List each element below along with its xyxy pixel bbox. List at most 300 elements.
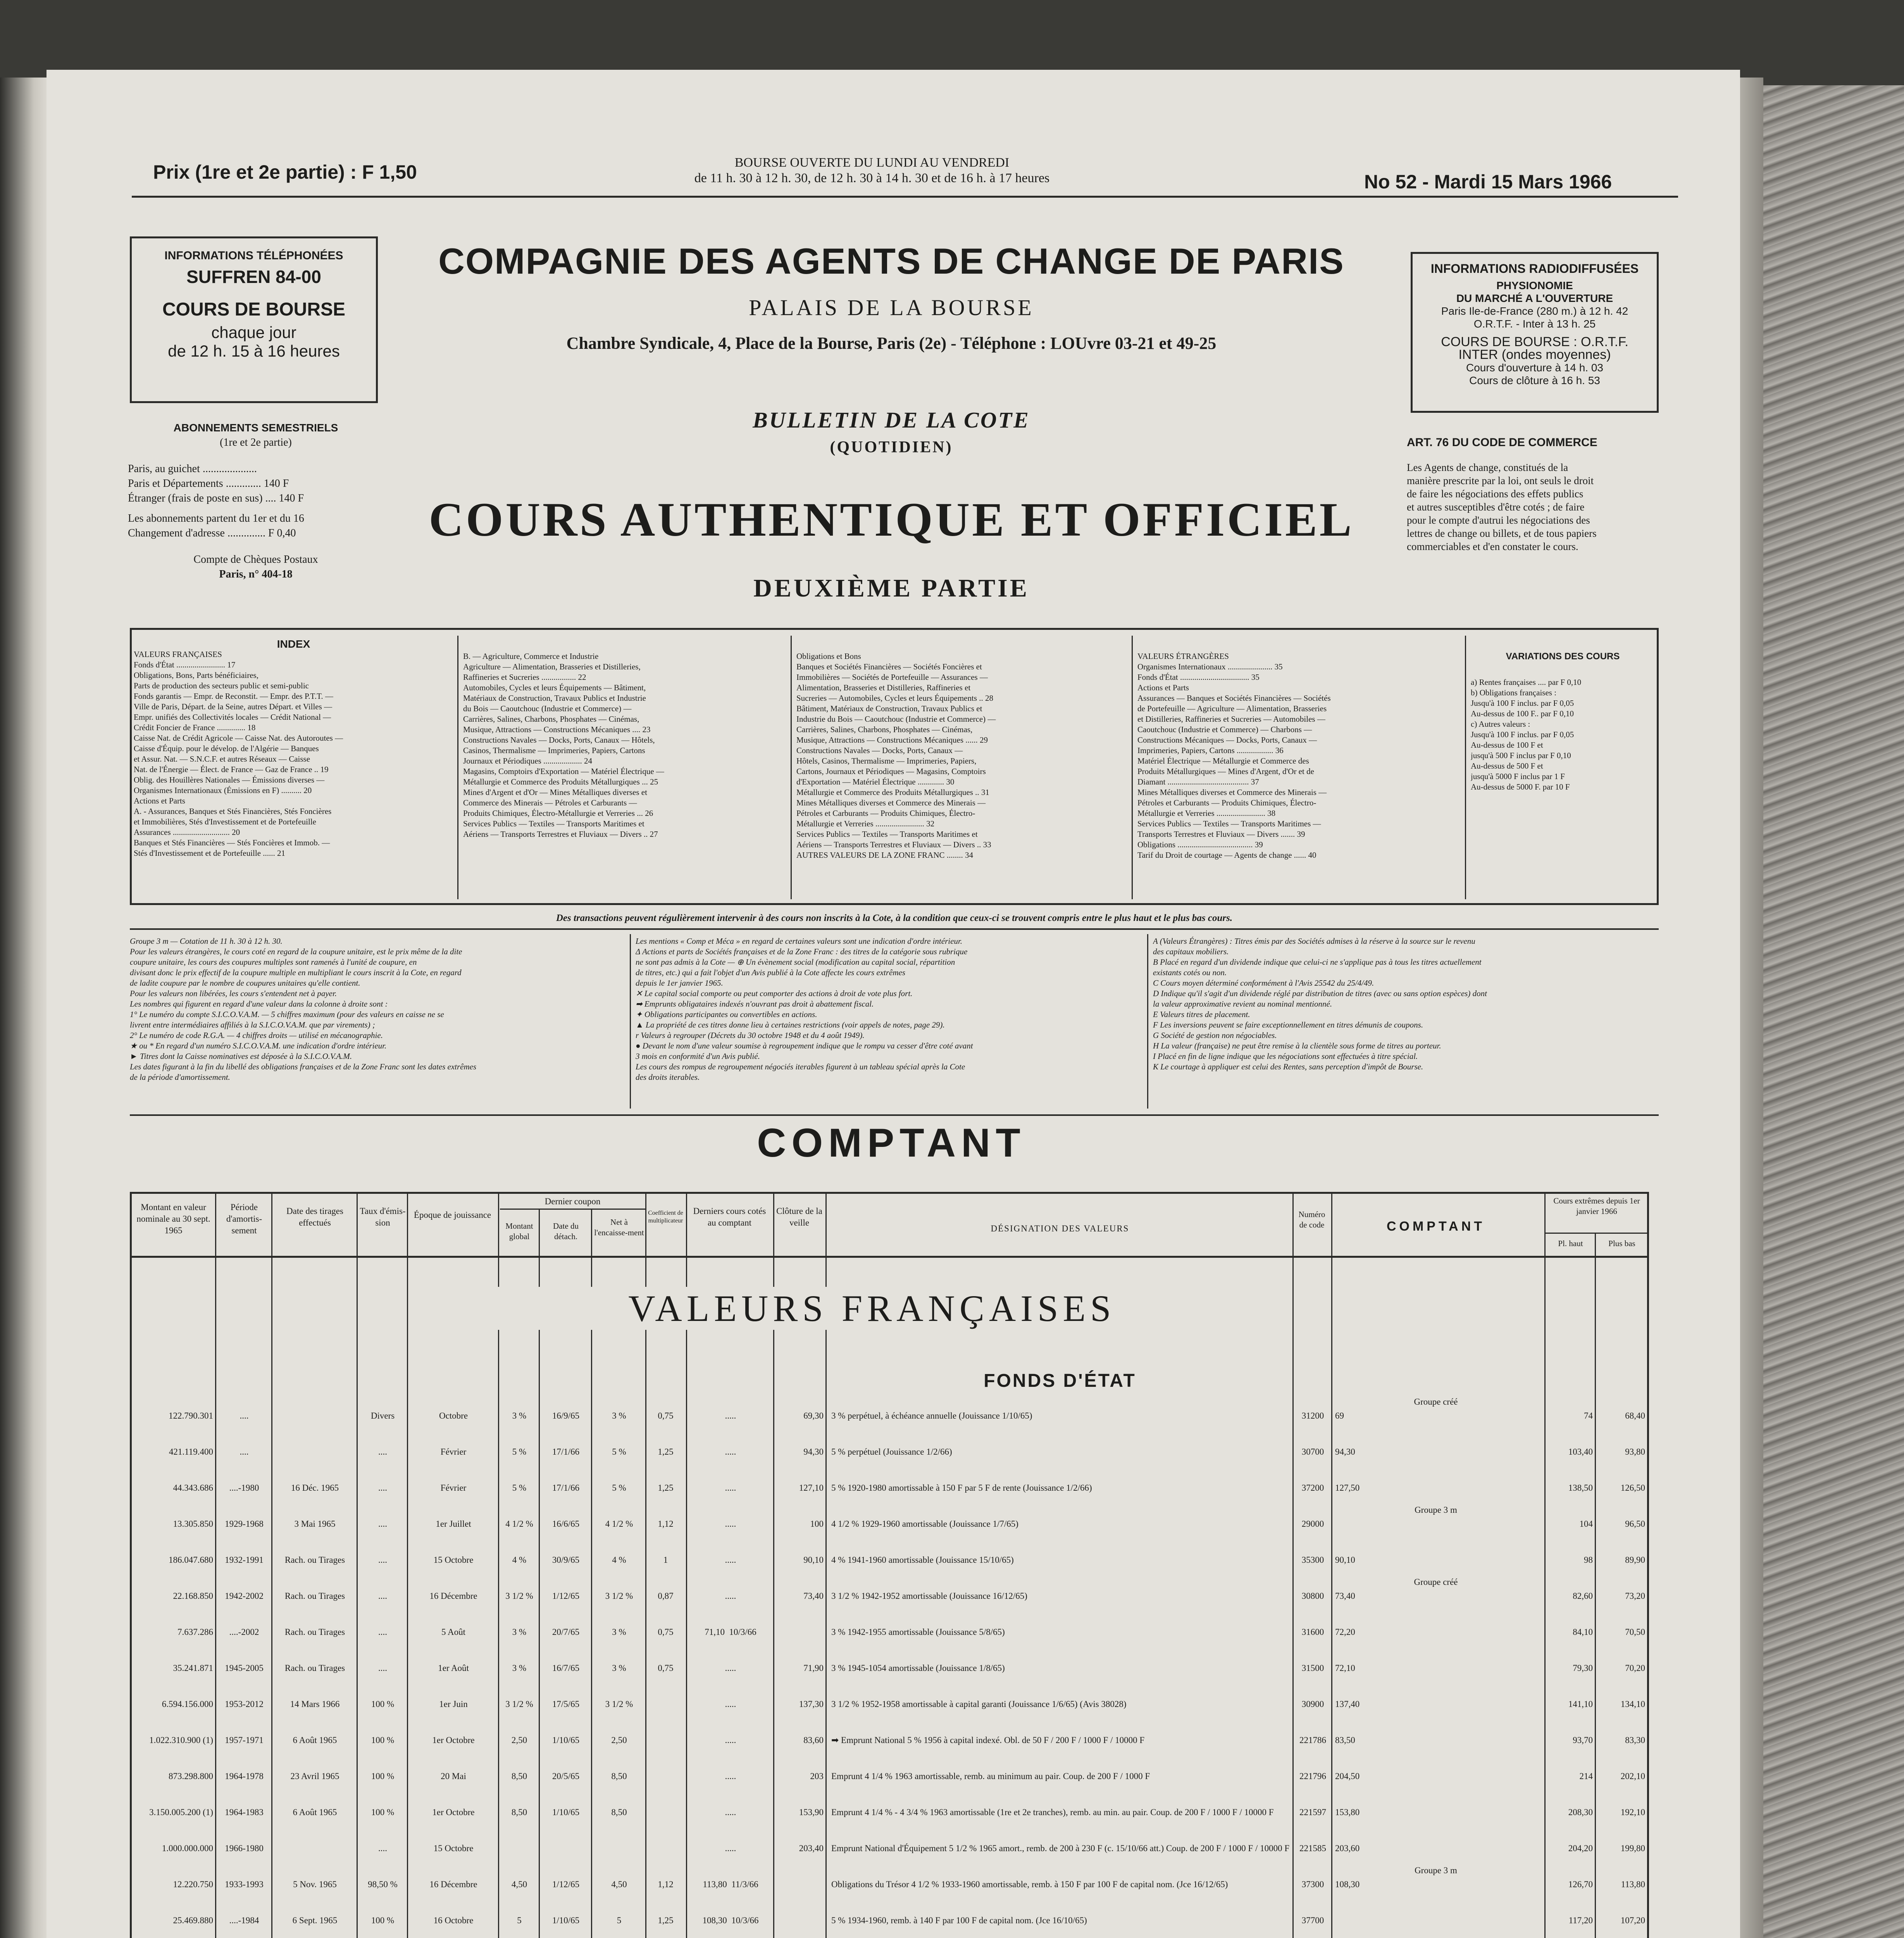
cell-net: 8,50 xyxy=(611,1771,627,1781)
cell-taux: .... xyxy=(378,1591,387,1601)
index-col4-line: Matériel Électrique — Métallurgie et Commerce des xyxy=(1137,756,1309,766)
cell-code: 31600 xyxy=(1301,1627,1324,1637)
index-col5-line: Au-dessus de 5000 F. par 10 F xyxy=(1471,782,1570,791)
cell-montant: 3.150.005.200 (1) xyxy=(149,1807,213,1817)
index-col4-line: Tarif du Droit de courtage — Agents de change ...... 40 xyxy=(1137,850,1316,860)
cell-taux: .... xyxy=(378,1555,387,1565)
fonds-detat-title: FONDS D'ÉTAT xyxy=(984,1371,1136,1391)
index-col3-line: d'Exportation — Matériel Électrique ............. 30 xyxy=(796,777,955,786)
index-col1-line: VALEURS FRANÇAISES xyxy=(134,650,222,659)
index-col2-line: Mines d'Argent et d'Or — Mines Métalliques diverses et xyxy=(463,788,647,797)
index-col2-line: Constructions Navales — Docks, Ports, Canaux — Hôtels, xyxy=(463,735,655,745)
notes-left-line: ★ ou * En regard d'un numéro S.I.C.O.V.A.M. une indication d'ordre intérieur. xyxy=(130,1041,387,1050)
cell-designation: Emprunt 4 1/4 % - 4 3/4 % 1963 amortissable (1re et 2e tranches), remb. au min. au pair. Coup. de 200 F / 1000 F / 10000 F xyxy=(831,1807,1274,1817)
sub-line-3: Les abonnements partent du 1er et du 16 xyxy=(128,512,304,524)
cell-tirages: 14 Mars 1966 xyxy=(290,1699,340,1709)
notes-right-line: C Cours moyen déterminé conformément à l'Avis 25542 du 25/4/49. xyxy=(1153,978,1374,988)
cell-montant: 25.469.880 xyxy=(173,1916,213,1925)
cell-derniers: 113,80 11/3/66 xyxy=(703,1879,758,1889)
cell-derniers: ..... xyxy=(725,1591,736,1601)
notes-right-line: A (Valeurs Étrangères) : Titres émis par des Sociétés admises à la réserve à la source sur le revenu xyxy=(1153,936,1475,946)
cell-tirages: Rach. ou Tirages xyxy=(284,1591,345,1601)
cell-periode: 1933-1993 xyxy=(225,1879,264,1889)
index-col5-line: jusqu'à 5000 F inclus par 1 F xyxy=(1471,772,1565,781)
cell-periode: 1932-1991 xyxy=(225,1555,264,1565)
cell-coef: 0,87 xyxy=(658,1591,674,1601)
cell-bas: 73,20 xyxy=(1625,1591,1645,1601)
cell-periode: ....-1984 xyxy=(229,1916,259,1925)
cell-tirages: 6 Août 1965 xyxy=(293,1807,337,1817)
index-col4-line: Diamant ........................................ 37 xyxy=(1137,777,1259,786)
col-sep xyxy=(407,1192,408,1938)
cell-net: 5 % xyxy=(612,1483,626,1493)
notes-sep-1 xyxy=(630,934,631,1109)
cell-periode: 1953-2012 xyxy=(225,1699,264,1709)
header-net-encaissement: Net à l'encaisse-ment xyxy=(594,1217,644,1237)
notes-right-line: des capitaux mobiliers. xyxy=(1153,947,1229,956)
cell-bas: 202,10 xyxy=(1620,1771,1645,1781)
art76-block xyxy=(1407,436,1663,553)
cell-coupon: 3 % xyxy=(512,1627,527,1637)
header-cours-extremes: Cours extrêmes depuis 1er janvier 1966 xyxy=(1553,1196,1640,1216)
cell-code: 221786 xyxy=(1299,1735,1326,1745)
cell-montant: 44.343.686 xyxy=(173,1483,213,1493)
header-comptant: COMPTANT xyxy=(1386,1219,1485,1234)
index-col4-line: Assurances — Banques et Sociétés Financières — Sociétés xyxy=(1137,693,1331,703)
index-col4-line: de Portefeuille — Agriculture — Alimentation, Brasseries xyxy=(1137,704,1327,713)
index-col3-line: Hôtels, Casinos, Thermalisme — Imprimeries, Papiers, xyxy=(796,756,977,766)
cell-haut: 103,40 xyxy=(1568,1447,1593,1457)
index-col4-line: Imprimeries, Papiers, Cartons .................. 36 xyxy=(1137,746,1284,755)
cell-haut: 208,30 xyxy=(1568,1807,1593,1817)
bourse-line-2: de 11 h. 30 à 12 h. 30, de 12 h. 30 à 14 h. 30 et de 16 h. à 17 heures xyxy=(694,171,1050,185)
cell-taux: 100 % xyxy=(371,1699,395,1709)
cell-montant: 6.594.156.000 xyxy=(162,1699,213,1709)
cell-bas: 126,50 xyxy=(1620,1483,1645,1493)
index-col3-line: Musique, Attractions — Constructions Mécaniques ...... 29 xyxy=(796,735,988,745)
notes-left-line: Groupe 3 m — Cotation de 11 h. 30 à 12 h. 30. xyxy=(130,936,283,946)
index-sep-2 xyxy=(791,636,792,899)
cell-comptant: 69 xyxy=(1335,1411,1344,1421)
index-col4-line: et Distilleries, Raffineries et Sucreries — Automobiles — xyxy=(1137,714,1325,724)
cell-code: 31200 xyxy=(1301,1411,1324,1421)
sub-line-1: Paris et Départements ............. 140 F xyxy=(128,478,289,490)
cell-epoque: 1er Août xyxy=(438,1663,469,1673)
index-col3-line: Métallurgie et Commerce des Produits Métallurgiques .. 31 xyxy=(796,788,989,797)
cell-cloture: 83,60 xyxy=(803,1735,824,1745)
header-periode: Période d'amortis-sement xyxy=(226,1202,262,1235)
cell-cloture: 127,10 xyxy=(799,1483,824,1493)
cell-taux: .... xyxy=(378,1663,387,1673)
cell-code: 30700 xyxy=(1301,1447,1324,1457)
cell-haut: 204,20 xyxy=(1568,1843,1593,1853)
index-col3-line: Sucreries — Automobiles, Cycles et leurs Équipements .. 28 xyxy=(796,693,993,703)
radio-line3: Paris Ile-de-France (280 m.) à 12 h. 42 xyxy=(1441,305,1628,317)
notes-left-line: Pour les valeurs étrangères, le cours coté en regard de la coupure unitaire, est le prix même de la dite xyxy=(130,947,462,956)
header-cloture: Clôture de la veille xyxy=(776,1206,822,1228)
cell-date: 20/5/65 xyxy=(552,1771,580,1781)
cell-net: 3 % xyxy=(612,1411,626,1421)
index-col2-line: Musique, Attractions — Constructions Mécaniques .... 23 xyxy=(463,725,651,734)
index-col3-line: Carrières, Salines, Charbons, Phosphates — Cinémas, xyxy=(796,725,973,734)
header-code: Numéro de code xyxy=(1298,1210,1325,1229)
notes-sep-2 xyxy=(1147,934,1148,1109)
index-col5-line: c) Autres valeurs : xyxy=(1471,719,1530,729)
index-col2-line: Carrières, Salines, Charbons, Phosphates — Cinémas, xyxy=(463,714,639,724)
cell-bas: 70,50 xyxy=(1625,1627,1645,1637)
header-taux: Taux d'émis-sion xyxy=(360,1206,406,1228)
notes-middle-line: de titres, etc.) qui a fait l'objet d'un Avis publié à la Cote affecte les cours extrêmes xyxy=(636,968,906,977)
cell-tirages: 6 Août 1965 xyxy=(293,1735,337,1745)
cell-epoque: Octobre xyxy=(439,1411,468,1421)
notes-left-line: divisant donc le prix effectif de la coupure multiple en multipliant le cours inscrit à la Cote, en regard xyxy=(130,968,462,977)
index-col4-line: Caoutchouc (Industrie et Commerce) — Charbons — xyxy=(1137,725,1312,734)
cell-date: 1/12/65 xyxy=(552,1879,580,1889)
notes-left-line: Pour les valeurs non libérées, les cours s'entendent net à payer. xyxy=(130,989,337,998)
cell-coupon: 8,50 xyxy=(511,1771,527,1781)
cell-derniers: ..... xyxy=(725,1843,736,1853)
cell-montant: 12.220.750 xyxy=(173,1879,213,1889)
cell-derniers: 71,10 10/3/66 xyxy=(705,1627,756,1637)
cell-epoque: 16 Décembre xyxy=(429,1879,477,1889)
cell-haut: 104 xyxy=(1579,1519,1593,1529)
extremes-subrule xyxy=(1544,1233,1649,1234)
cell-code: 30800 xyxy=(1301,1591,1324,1601)
index-col1-line: A. - Assurances, Banques et Stés Financières, Stés Foncières xyxy=(134,807,332,816)
index-col1-line: Stés d'Investissement et de Portefeuille ...... 21 xyxy=(134,848,286,858)
cell-coupon: 3 1/2 % xyxy=(505,1591,533,1601)
cell-comptant: 73,40 xyxy=(1335,1591,1355,1601)
index-col2-line: du Bois — Caoutchouc (Industrie et Commerce) — xyxy=(463,704,632,713)
cell-date: 17/1/66 xyxy=(552,1447,580,1457)
cell-coef: 1,12 xyxy=(658,1879,674,1889)
notes-middle-line: ✕ Le capital social comporte ou peut comporter des actions à droit de vote plus fort. xyxy=(636,989,913,998)
notes-left-line: livrent entre intermédiaires affiliés à la S.I.C.O.V.A.M. que par virements) ; xyxy=(130,1020,375,1029)
index-sep-4 xyxy=(1465,636,1466,899)
index-col1-line: Empr. unifiés des Collectivités locales — Crédit National — xyxy=(134,712,331,722)
radio-box-title: INFORMATIONS RADIODIFFUSÉES xyxy=(1430,262,1639,276)
cell-coupon: 8,50 xyxy=(511,1807,527,1817)
notes-right-line: I Placé en fin de ligne indique que les négociations sont effectuées à titre spécial. xyxy=(1153,1052,1418,1061)
notes-middle-line: ➡ Emprunts obligataires indexés n'ouvrant pas droit à abattement fiscal. xyxy=(636,999,874,1009)
bulletin-title: BULLETIN DE LA COTE xyxy=(753,407,1030,433)
cell-designation: 3 % 1945-1054 amortissable (Jouissance 1/8/65) xyxy=(831,1663,1005,1673)
index-sep-3 xyxy=(1132,636,1133,899)
cell-epoque: Février xyxy=(440,1483,467,1493)
index-col4-line: Mines Métalliques diverses et Commerce des Minerais — xyxy=(1137,788,1327,797)
cell-net: 5 xyxy=(617,1916,622,1925)
index-col2-line: Aériens — Transports Terrestres et Fluviaux — Divers .. 27 xyxy=(463,829,658,839)
notes-left-line: coupure unitaire, les cours des coupures multiples sont ramenés à l'unité de coupure, en xyxy=(130,957,417,967)
cell-designation: 5 % perpétuel (Jouissance 1/2/66) xyxy=(831,1447,952,1457)
notes-left-line: Les nombres qui figurent en regard d'une valeur dans la colonne à droite sont : xyxy=(130,999,388,1009)
col-sep xyxy=(1292,1192,1294,1938)
cell-haut: 74 xyxy=(1584,1411,1593,1421)
index-col5-line: Au-dessus de 100 F et xyxy=(1471,740,1543,750)
cell-code: 30900 xyxy=(1301,1699,1324,1709)
index-col2-line: Agriculture — Alimentation, Brasseries et Distilleries, xyxy=(463,662,641,671)
cell-net: 5 % xyxy=(612,1447,626,1457)
cell-coef: 0,75 xyxy=(658,1411,674,1421)
index-col5-line: Jusqu'à 100 F inclus. par F 0,05 xyxy=(1471,730,1574,739)
cell-taux: .... xyxy=(378,1519,387,1529)
index-col2-line: Automobiles, Cycles et leurs Équipements — Bâtiment, xyxy=(463,683,646,692)
cell-date: 1/10/65 xyxy=(552,1735,580,1745)
notes-left-line: de la période d'amortissement. xyxy=(130,1072,230,1082)
partie-title: DEUXIÈME PARTIE xyxy=(753,574,1029,602)
cell-derniers: ..... xyxy=(725,1483,736,1493)
cell-designation: 5 % 1920-1980 amortissable à 150 F par 5 F de rente (Jouissance 1/2/66) xyxy=(831,1483,1092,1493)
cell-coupon: 5 xyxy=(517,1916,522,1925)
subscriptions-subtitle: (1re et 2e partie) xyxy=(220,436,292,448)
index-col1-line: Parts de production des secteurs public et semi-public xyxy=(134,681,309,690)
cell-net: 3 % xyxy=(612,1663,626,1673)
index-col5-line: b) Obligations françaises : xyxy=(1471,688,1557,697)
subscriptions-block xyxy=(128,421,384,582)
index-col1-line: Crédit Foncier de France .............. 18 xyxy=(134,723,256,732)
cell-tirages: Rach. ou Tirages xyxy=(284,1627,345,1637)
cell-epoque: 16 Octobre xyxy=(433,1916,474,1925)
notes-right-line: existants cotés ou non. xyxy=(1153,968,1227,977)
cell-coef: 1 xyxy=(663,1555,668,1565)
index-col3-line: Constructions Navales — Docks, Ports, Canaux — xyxy=(796,746,963,755)
radio-info-box xyxy=(1411,252,1659,413)
notes-middle-line: ne sont pas admis à la Cote — ⊕ Un évènement social (modification au capital social, répartition xyxy=(636,957,955,967)
cell-cloture: 153,90 xyxy=(799,1807,824,1817)
phone-box-line2: de 12 h. 15 à 16 heures xyxy=(168,342,340,360)
index-col1-line: Organismes Internationaux (Émissions en F) .......... 20 xyxy=(134,786,312,795)
cell-epoque: 5 Août xyxy=(441,1627,465,1637)
index-col5-line: Jusqu'à 100 F inclus. par F 0,05 xyxy=(1471,698,1574,708)
cell-bas: 96,50 xyxy=(1625,1519,1645,1529)
col-sep xyxy=(1544,1192,1546,1938)
cell-date: 20/7/65 xyxy=(552,1627,580,1637)
cell-bas: 199,80 xyxy=(1620,1843,1645,1853)
comptant-title: COMPTANT xyxy=(757,1121,1026,1166)
cell-bas: 107,20 xyxy=(1620,1916,1645,1925)
group-label: Groupe 3 m xyxy=(1415,1866,1457,1875)
cell-tirages: 3 Mai 1965 xyxy=(294,1519,336,1529)
cell-derniers: ..... xyxy=(725,1807,736,1817)
notes-left-line: ► Titres dont la Caisse nominatives est déposée à la S.I.C.O.V.A.M. xyxy=(130,1052,352,1061)
notes-right-line: B Placé en regard d'un dividende indique que celui-ci ne s'applique pas à tous les titres actuellement xyxy=(1153,957,1482,967)
cell-epoque: 1er Juillet xyxy=(436,1519,471,1529)
cell-derniers: ..... xyxy=(725,1447,736,1457)
cell-coupon: 5 % xyxy=(512,1483,527,1493)
cell-date: 16/6/65 xyxy=(552,1519,580,1529)
radio-line6: INTER (ondes moyennes) xyxy=(1458,347,1611,362)
notes-left xyxy=(130,936,626,1083)
cell-taux: .... xyxy=(378,1447,387,1457)
notes-right-line: D Indique qu'il s'agit d'un dividende réglé par distribution de titres (avec ou sans option espèces) dont xyxy=(1153,989,1487,998)
notes-middle-line: ● Devant le nom d'une valeur soumise à regroupement indique que le rompu va cesser d'être coté avant xyxy=(636,1041,973,1050)
index-col5-line: jusqu'à 500 F inclus par F 0,10 xyxy=(1471,751,1571,760)
cell-code: 221585 xyxy=(1299,1843,1326,1853)
cell-designation: Obligations du Trésor 4 1/2 % 1933-1960 amortissable, remb. à 150 F par 100 F de capital nom. (Jce 16/12/65) xyxy=(831,1879,1228,1889)
notes-middle-line: r Valeurs à regrouper (Décrets du 30 octobre 1948 et du 4 août 1949). xyxy=(636,1031,865,1040)
cell-cloture: 73,40 xyxy=(803,1591,824,1601)
radio-line2: DU MARCHÉ A L'OUVERTURE xyxy=(1456,292,1613,304)
notes-left-line: de ladite coupure par le nombre de coupures unitaires qu'elle contient. xyxy=(130,978,360,988)
index-col4-line: Produits Métallurgiques — Mines d'Argent, d'Or et de xyxy=(1137,767,1314,776)
art76-line-4: pour le compte d'autrui les négociations des xyxy=(1407,514,1590,526)
phone-box-line1: chaque jour xyxy=(211,323,296,341)
index-col2-line: B. — Agriculture, Commerce et Industrie xyxy=(463,652,599,661)
header-plus-bas: Plus bas xyxy=(1608,1239,1635,1248)
index-col3-line: Immobilières — Sociétés de Portefeuille — Assurances — xyxy=(796,672,988,682)
ccp-number: Paris, n° 404-18 xyxy=(219,568,293,580)
cell-comptant: 83,50 xyxy=(1335,1735,1355,1745)
cell-date: 17/1/66 xyxy=(552,1483,580,1493)
index-col4-line: Organismes Internationaux ...................... 35 xyxy=(1137,662,1283,671)
index-col4-line: Fonds d'État .................................. 35 xyxy=(1137,672,1260,682)
cell-haut: 138,50 xyxy=(1568,1483,1593,1493)
index-col3-line: Mines Métalliques diverses et Commerce des Minerais — xyxy=(796,798,986,807)
cell-date: 16/9/65 xyxy=(552,1411,580,1421)
cell-cloture: 69,30 xyxy=(803,1411,824,1421)
cell-code: 221597 xyxy=(1299,1807,1326,1817)
cell-haut: 79,30 xyxy=(1573,1663,1593,1673)
index-col4-line: Pétroles et Carburants — Produits Chimiques, Électro- xyxy=(1137,798,1316,807)
cell-periode: 1942-2002 xyxy=(225,1591,264,1601)
cell-net: 2,50 xyxy=(611,1735,627,1745)
index-col3-line: AUTRES VALEURS DE LA ZONE FRANC ........ 34 xyxy=(796,850,974,860)
cell-coupon: 5 % xyxy=(512,1447,527,1457)
book-spine xyxy=(1763,85,1904,1938)
cell-code: 31500 xyxy=(1301,1663,1324,1673)
cell-date: 1/12/65 xyxy=(552,1591,580,1601)
cell-epoque: 1er Juin xyxy=(439,1699,468,1709)
radio-line5: COURS DE BOURSE : O.R.T.F. xyxy=(1441,334,1628,349)
index-col2-line: Métallurgie et Commerce des Produits Métallurgiques ... 25 xyxy=(463,777,658,786)
notes-middle-line: Les cours des rompus de regroupement négociés iterables figurent à un tableau spécial après la Cote xyxy=(636,1062,965,1071)
index-column-5 xyxy=(1471,651,1655,792)
cell-montant: 421.119.400 xyxy=(169,1447,213,1457)
cell-code: 37200 xyxy=(1301,1483,1324,1493)
cell-net: 4 1/2 % xyxy=(605,1519,633,1529)
cell-bas: 83,30 xyxy=(1625,1735,1645,1745)
index-col2-line: Raffineries et Sucreries ................. 22 xyxy=(463,672,586,682)
cell-coupon: 2,50 xyxy=(511,1735,527,1745)
cell-date: 1/10/65 xyxy=(552,1916,580,1925)
header-montant: Montant en valeur nominale au 30 sept. 1965 xyxy=(136,1202,210,1235)
index-col1-line: Nat. de l'Énergie — Élect. de France — Gaz de France .. 19 xyxy=(134,765,329,774)
cell-coef: 1,12 xyxy=(658,1519,674,1529)
notes-right-line: G Société de gestion non négociables. xyxy=(1153,1031,1277,1040)
cell-haut: 117,20 xyxy=(1568,1916,1593,1925)
index-col3-line: Alimentation, Brasseries et Distilleries, Raffineries et xyxy=(796,683,971,692)
notes-middle-line: des droits iterables. xyxy=(636,1072,700,1082)
cell-bas: 89,90 xyxy=(1625,1555,1645,1565)
cell-designation: 3 % 1942-1955 amortissable (Jouissance 5/8/65) xyxy=(831,1627,1005,1637)
notes-left-line: Les dates figurant à la fin du libellé des obligations françaises et de la Zone Franc sont les dates extrêmes xyxy=(130,1062,477,1071)
top-rule xyxy=(132,196,1678,198)
index-col3-line: Banques et Sociétés Financières — Sociétés Foncières et xyxy=(796,662,982,671)
index-col1-line: et Immobilières, Stés d'Investissement et de Portefeuille xyxy=(134,817,316,826)
company-name: COMPAGNIE DES AGENTS DE CHANGE DE PARIS xyxy=(438,241,1344,281)
cell-epoque: 20 Mai xyxy=(441,1771,466,1781)
cell-periode: 1957-1971 xyxy=(225,1735,264,1745)
variations-title: VARIATIONS DES COURS xyxy=(1506,651,1620,662)
phone-box-heading: COURS DE BOURSE xyxy=(162,299,346,320)
group-label: Groupe 3 m xyxy=(1415,1505,1457,1515)
cell-coupon: 4 % xyxy=(512,1555,527,1565)
cell-coef: 1,25 xyxy=(658,1916,674,1925)
index-col4-line: Actions et Parts xyxy=(1137,683,1189,692)
index-col3-line: Cartons, Journaux et Périodiques — Magasins, Comptoirs xyxy=(796,767,986,776)
col-sep xyxy=(1331,1192,1332,1938)
sub-line-4: Changement d'adresse .............. F 0,40 xyxy=(128,527,296,539)
notes-middle-line: Δ Actions et parts de Sociétés françaises et de la Zone Franc : des titres de la catégorie sous rubrique xyxy=(636,947,968,956)
cell-code: 221796 xyxy=(1299,1771,1326,1781)
cell-periode: ....-2002 xyxy=(229,1627,259,1637)
cell-periode: 1929-1968 xyxy=(225,1519,264,1529)
index-col4-line: Obligations ..................................... 39 xyxy=(1137,840,1263,849)
art76-line-2: de faire les négociations des effets publics xyxy=(1407,488,1584,500)
cours-title: COURS AUTHENTIQUE ET OFFICIEL xyxy=(429,493,1354,546)
cell-coupon: 3 % xyxy=(512,1411,527,1421)
index-col3-line: Services Publics — Textiles — Transports Maritimes et xyxy=(796,829,978,839)
cell-derniers: ..... xyxy=(725,1411,736,1421)
cell-comptant: 127,50 xyxy=(1335,1483,1360,1493)
cell-comptant: 203,60 xyxy=(1335,1843,1360,1853)
notes-middle-line: ✦ Obligations participantes ou convertibles en actions. xyxy=(636,1010,817,1019)
cell-coupon: 4,50 xyxy=(511,1879,527,1889)
cell-bas: 70,20 xyxy=(1625,1663,1645,1673)
cell-montant: 122.790.301 xyxy=(169,1411,213,1421)
palace-name: PALAIS DE LA BOURSE xyxy=(749,295,1034,320)
cell-taux: .... xyxy=(378,1483,387,1493)
notes-right-line: H La valeur (française) ne peut être remise à la clientèle sous forme de titres au porteur. xyxy=(1153,1041,1441,1050)
index-col4-line: Transports Terrestres et Fluviaux — Divers ....... 39 xyxy=(1137,829,1305,839)
cell-designation: 3 1/2 % 1942-1952 amortissable (Jouissance 16/12/65) xyxy=(831,1591,1027,1601)
header-montant-global: Montant global xyxy=(505,1221,533,1241)
table-header-rule xyxy=(130,1256,1649,1258)
index-col3-line: Aériens — Transports Terrestres et Fluviaux — Divers .. 33 xyxy=(796,840,991,849)
cell-montant: 35.241.871 xyxy=(173,1663,213,1673)
cell-haut: 214 xyxy=(1579,1771,1593,1781)
chambre-line: Chambre Syndicale, 4, Place de la Bourse, Paris (2e) - Téléphone : LOUvre 03-21 et 49-25 xyxy=(566,334,1216,353)
cell-comptant: 90,10 xyxy=(1335,1555,1355,1565)
cell-derniers: ..... xyxy=(725,1519,736,1529)
sub-line-0: Paris, au guichet .................... xyxy=(128,463,257,475)
cell-haut: 98 xyxy=(1584,1555,1593,1565)
index-col1-line: Obligations, Bons, Parts bénéficiaires, xyxy=(134,671,258,680)
index-col2-line: Produits Chimiques, Électro-Métallurgie et Verreries ... 26 xyxy=(463,809,653,818)
art76-line-0: Les Agents de change, constitués de la xyxy=(1407,462,1568,473)
cell-taux: 100 % xyxy=(371,1771,395,1781)
cell-montant: 22.168.850 xyxy=(173,1591,213,1601)
cell-cloture: 137,30 xyxy=(799,1699,824,1709)
index-col2-line: Commerce des Minerais — Pétroles et Carburants — xyxy=(463,798,637,807)
cell-bas: 134,10 xyxy=(1620,1699,1645,1709)
index-col2-line: Casinos, Thermalisme — Imprimeries, Papiers, Cartons xyxy=(463,746,645,755)
index-col3-line: Industrie du Bois — Caoutchouc (Industrie et Commerce) — xyxy=(796,714,996,724)
cell-code: 37700 xyxy=(1301,1916,1324,1925)
index-col2-line: Magasins, Comptoirs d'Exportation — Matériel Électrique — xyxy=(463,767,664,776)
cell-taux: .... xyxy=(378,1843,387,1853)
transactions-note: Des transactions peuvent régulièrement intervenir à des cours non inscrits à la Cote, à la condition que ceux-ci se trouvent compris entre le plus haut et le plus bas cours. xyxy=(556,913,1233,923)
index-column-3 xyxy=(796,651,1128,860)
cell-epoque: Février xyxy=(440,1447,467,1457)
cell-coupon: 3 % xyxy=(512,1663,527,1673)
cell-net: 4 % xyxy=(612,1555,626,1565)
cell-code: 37300 xyxy=(1301,1879,1324,1889)
cell-taux: 98,50 % xyxy=(368,1879,398,1889)
phone-box-title: INFORMATIONS TÉLÉPHONÉES xyxy=(164,249,343,262)
cell-net: 3 % xyxy=(612,1627,626,1637)
cell-taux: .... xyxy=(378,1627,387,1637)
